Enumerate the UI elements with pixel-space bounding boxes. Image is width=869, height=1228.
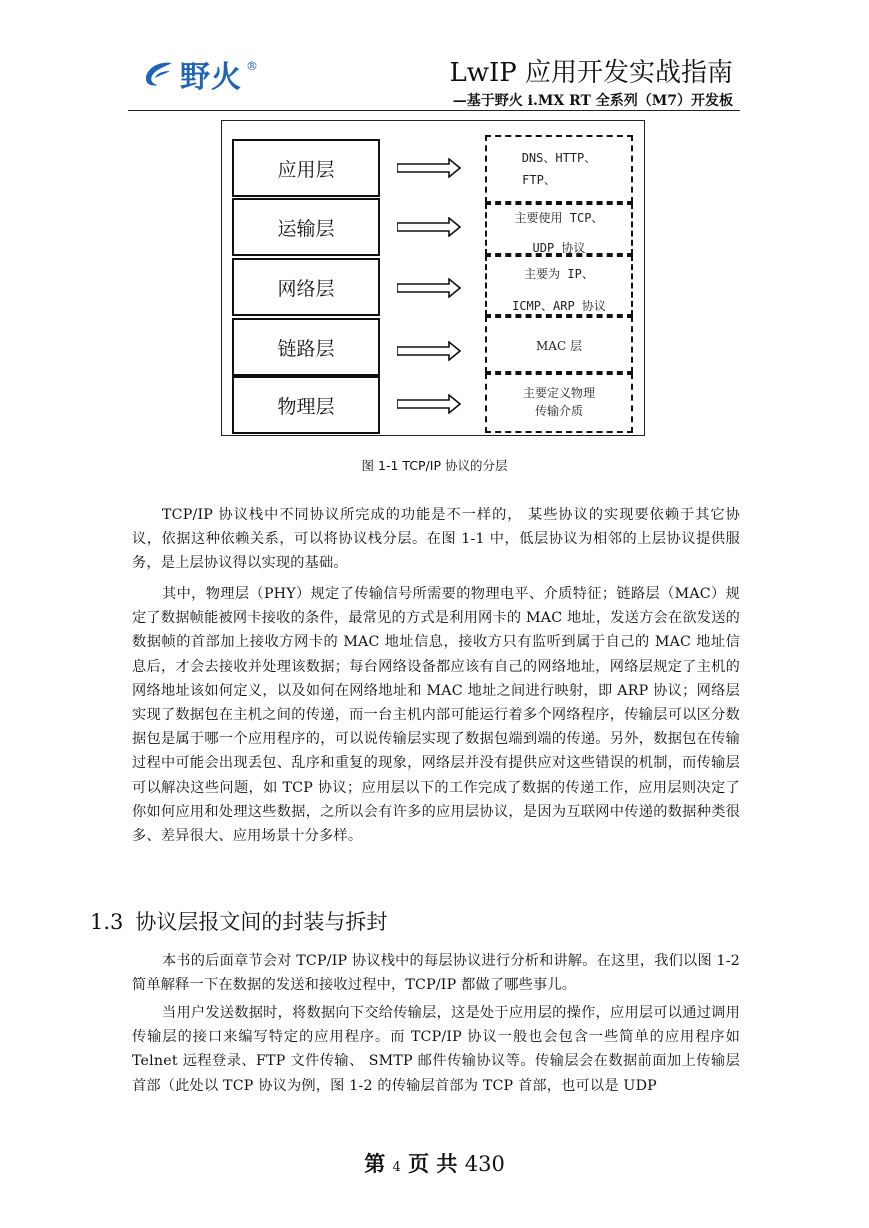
section-number: 1.3 [90, 910, 124, 934]
layer-network: 网络层 [232, 258, 380, 316]
wildfire-logo-icon [142, 59, 176, 89]
paragraph: TCP/IP 协议栈中不同协议所完成的功能是不一样的， 某些协议的实现要依赖于其它协议，依据这种依赖关系，可以将协议栈分层。在图 1-1 中，低层协议为相邻的上层协议提供服务，是上层协议得以实现的基础。 [132, 507, 740, 572]
desc-line: 主要为 IP、 [524, 267, 594, 281]
right-arrow-icon [397, 158, 461, 178]
right-arrow-icon [397, 341, 461, 361]
layer-transport: 运输层 [232, 198, 380, 256]
tcpip-layer-figure [221, 120, 645, 436]
desc-line: DNS、HTTP、 [521, 151, 597, 165]
desc-line: 主要定义物理 [522, 386, 595, 400]
logo-text: 野火 [180, 60, 242, 95]
layer-application: 应用层 [232, 139, 380, 197]
paragraph: 本书的后面章节会对 TCP/IP 协议栈中的每层协议进行分析和讲解。在这里，我们以图 1-2 简单解释一下在数据的发送和接收过程中，TCP/IP 都做了哪些事儿。 [132, 953, 740, 994]
paragraph: 其中，物理层（PHY）规定了传输信号所需要的物理电平、介质特征；链路层（MAC）规定了数据帧能被网卡接收的条件，最常见的方式是利用网卡的 MAC 地址，发送方会在欲发送的数据帧的首部加上接收方网卡的 MAC 地址信息，接收方只有监听到属于自己的 MAC 地址信息后，才会去接收并处理该数据；每台网络设备都应该有自己的网络地址，网络层规定了主机的网络地址该如何定义，以及如何在网络地址和 MAC 地址之间进行映射，即 ARP 协议；网络层实现了数据包在主机之间的传递，而一台主机内部可能运行着多个网络程序，传输层可以区分数据包是属于哪一个应用程序的，可以说传输层实现了数据包端到端的传递。另外，数据包在传输过程中可能会出现丢包、乱序和重复的现象，网络层并没有提供应对这些错误的机制，而传输层可以解决这些问题，如 TCP 协议；应用层以下的工作完成了数据的传递工作，应用层则决定了你如何应用和处理这些数据，之所以会有许多的应用层协议，是因为互联网中传递的数据种类很多、差异很大、应用场景十分多样。 [132, 586, 740, 845]
section-title: 协议层报文间的封装与拆封 [135, 910, 388, 934]
brand-logo [142, 52, 258, 96]
document-title: LwIP 应用开发实战指南 [449, 58, 733, 88]
desc-line: ICMP、ARP 协议 [512, 299, 606, 313]
layer-physical: 物理层 [232, 376, 380, 434]
desc-line: MAC 层 [536, 339, 582, 353]
footer-prefix: 第 [364, 1151, 386, 1176]
desc-physical [485, 373, 633, 433]
footer-middle: 页 共 [408, 1151, 458, 1176]
figure-caption: 图 1-1 TCP/IP 协议的分层 [361, 458, 508, 473]
header-divider [128, 110, 740, 111]
desc-line: 主要使用 TCP、 [514, 211, 604, 225]
document-subtitle: —基于野火 i.MX RT 全系列（M7）开发板 [452, 93, 733, 109]
registered-mark: ® [246, 59, 258, 73]
page-number: 4 [392, 1160, 401, 1175]
desc-link [485, 316, 633, 373]
desc-line: UDP 协议 [532, 241, 586, 255]
paragraph: 当用户发送数据时，将数据向下交给传输层，这是处于应用层的操作，应用层可以通过调用传输层的接口来编写特定的应用程序。而 TCP/IP 协议一般也会包含一些简单的应用程序如 Telnet 远程登录、FTP 文件传输、 SMTP 邮件传输协议等。传输层会在数据前面加上传输层首部（此处以 TCP 协议为例，图 1-2 的传输层首部为 TCP 首部，也可以是 UDP [132, 1005, 740, 1094]
desc-line: FTP、 [522, 173, 556, 187]
page-total: 430 [464, 1152, 505, 1176]
desc-line: 传输介质 [534, 404, 583, 418]
page-footer [0, 1148, 869, 1178]
desc-application [485, 135, 633, 203]
right-arrow-icon [397, 217, 461, 237]
layer-link: 链路层 [232, 318, 380, 376]
section-heading [90, 906, 387, 936]
desc-transport [485, 203, 633, 255]
right-arrow-icon [397, 394, 461, 414]
desc-network [485, 255, 633, 316]
right-arrow-icon [397, 278, 461, 298]
